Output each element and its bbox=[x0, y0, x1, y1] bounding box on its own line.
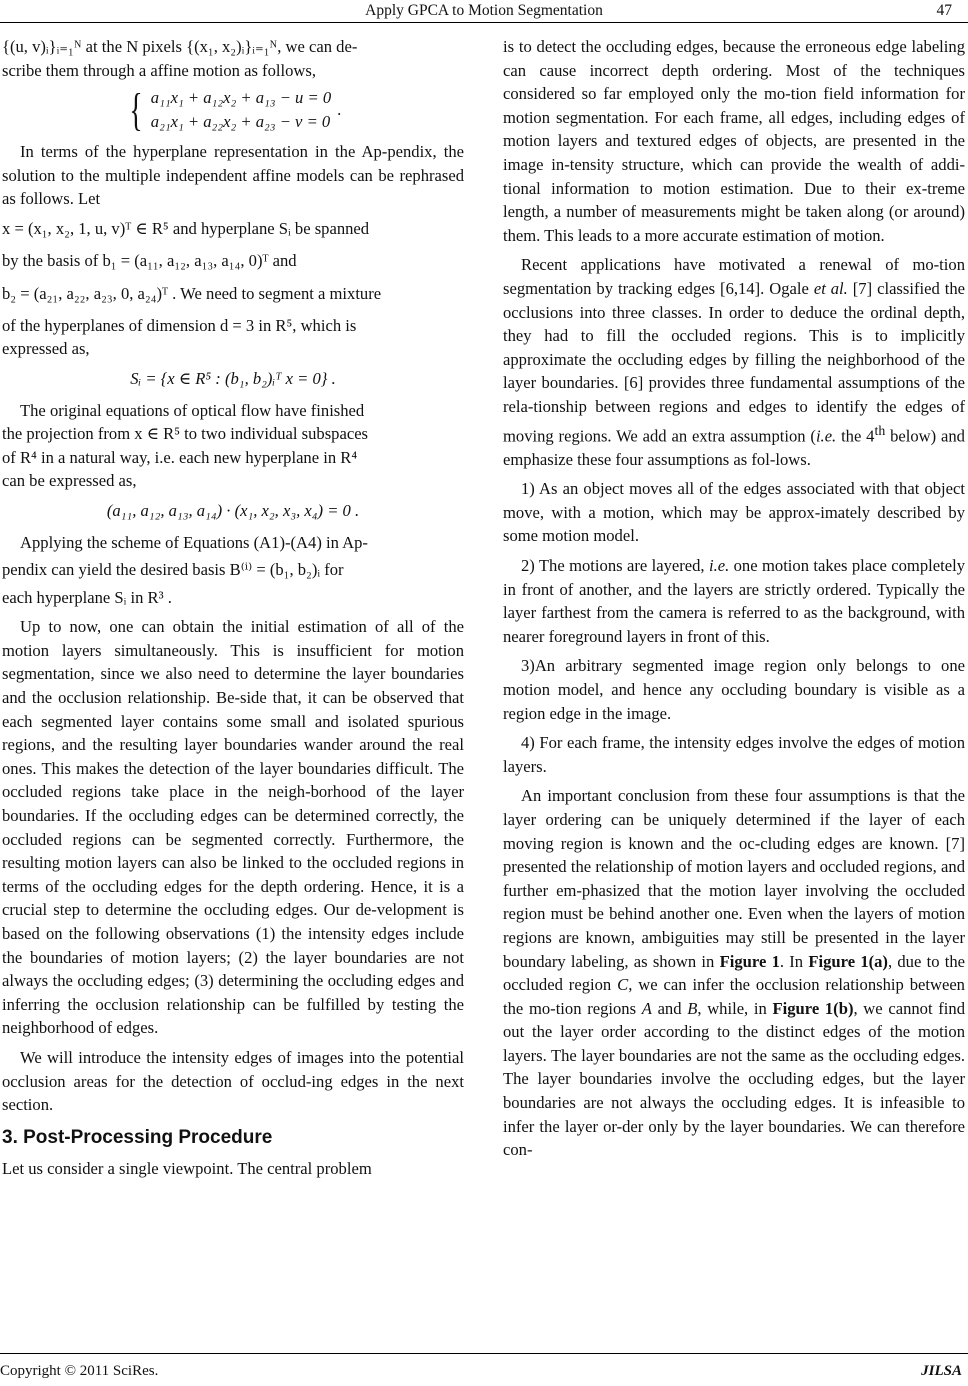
text-run: [7] classified the occlusions into three classes. In order to deduce the ordinal depth, they had to fill the occluded regions. This is to implicitly approximate the occluding edges by filling the neighborhood of the layer boundaries. [6] provides three fundamental assumptions of the rela-tionship between regions and edges to identify the edges of moving regions. We add an extra assumption ( bbox=[503, 278, 965, 446]
page-footer bbox=[0, 1360, 968, 1382]
header-rule bbox=[0, 22, 968, 23]
original-line-1: The original equations of optical flow have finished bbox=[20, 400, 365, 420]
text-run: and bbox=[651, 998, 688, 1018]
original-line-2: the projection from x ∈ R⁵ to two individual subspaces bbox=[2, 424, 369, 444]
right-paragraph-2 bbox=[503, 253, 965, 471]
assumption-4: 4) For each frame, the intensity edges involve the edges of motion layers. bbox=[503, 733, 965, 776]
introduce-paragraph: We will introduce the intensity edges of images into the potential occlusion areas for the detection of occlud-ing edges in the next section. bbox=[2, 1047, 464, 1115]
let-line-3: b₂ = (a₂₁, a₂₂, a₂₃, 0, a₂₄)ᵀ . We need to segment a mixture bbox=[2, 284, 382, 304]
text-run: below) and emphasize these four assumptions as fol-lows. bbox=[503, 426, 965, 469]
hyperplane-paragraph: In terms of the hyperplane representation in the Ap-pendix, the solution to the multiple independent affine models can be rephrased as follows. Let bbox=[2, 142, 464, 209]
hyperplane-set-equation: Sᵢ = {x ∈ R⁵ : (b₁, b₂)ᵢᵀ x = 0} . bbox=[130, 368, 336, 388]
apply-line-3: each hyperplane Sᵢ in R³ . bbox=[2, 587, 172, 607]
ordinal-superscript: th bbox=[874, 422, 886, 438]
let-line-5: expressed as, bbox=[2, 339, 90, 359]
intro-text: scribe them through a affine motion as follows, bbox=[2, 60, 316, 80]
original-line-3: of R⁴ in a natural way, i.e. each new hyperplane in R⁴ bbox=[2, 447, 358, 467]
figure-1-reference: Figure 1 bbox=[719, 951, 780, 971]
apply-line-1: Applying the scheme of Equations (A1)-(A4) in Ap- bbox=[20, 532, 368, 552]
text-run: An important conclusion from these four assumptions is that the layer ordering can be uniquely determined if the layer of each moving region is known and the oc-cluding edges are known. [7] presented the relationship of motion layers and occluded regions, and further em-phasized that the motion layer involving the occluded region must be behind another one. Even when the layers of motion regions are known, ambiguities may still be presented in the layer boundary labeling, as shown in bbox=[503, 786, 965, 971]
assumption-3: 3)An arbitrary segmented image region only belongs to one motion model, and hence any occluding boundary is visible as a region edge in the image. bbox=[503, 656, 965, 723]
copyright-text: Copyright © 2011 SciRes. bbox=[0, 1363, 159, 1379]
text-run: 2) The motions are layered, bbox=[521, 556, 709, 575]
journal-abbreviation: JILSA bbox=[921, 1363, 962, 1379]
equation-row-2: a₂₁x₁ + a₂₂x₂ + a₂₃ − v = 0 bbox=[150, 112, 331, 132]
assumption-2 bbox=[503, 554, 965, 648]
footer-rule bbox=[0, 1353, 968, 1354]
right-column bbox=[503, 35, 965, 1162]
page-number: 47 bbox=[936, 2, 952, 19]
apply-line-2: pendix can yield the desired basis B⁽ⁱ⁾ = (b₁, b₂)ᵢ for bbox=[2, 560, 344, 580]
affine-motion-equations bbox=[2, 84, 464, 136]
running-header bbox=[0, 0, 968, 22]
section-heading: 3. Post-Processing Procedure bbox=[2, 1126, 273, 1148]
intro-math-line: {(u, v)ᵢ}ᵢ₌₁ᴺ at the N pixels {(x₁, x₂)ᵢ}ᵢ₌₁ᴺ, we can de- bbox=[2, 37, 358, 56]
ie-italic: i.e. bbox=[708, 556, 730, 575]
text-run: , due to the occluded region bbox=[503, 951, 966, 995]
up-to-now-paragraph: Up to now, one can obtain the initial estimation of all of the motion layers simultaneously. This is insufficient for motion segmentation, since we also need to determine the layer boundaries and the occlusion relationship. Be-side that, it can be observed that each segmented layer contains some small and isolated spurious regions, and the resulting layer boundaries wander around the real ones. This makes the detection of the layer boundaries difficult. The occluded regions take place in the neigh-borhood of the layer boundaries. If the occluding edges can be determined correctly, the occluded regions can be segmented correctly. Furthermore, the resulting motion layers can also be linked to the occluded regions in terms of the occluding edges for the depth ordering. Hence, it is a crucial step to determine the occluding edges. Our de-velopment is based on the following observations (1) the intensity edges include the boundaries of motion layers; (2) the layer boundaries are not always the occluding edges; (3) determining the occluding edges and inferring the occlusion relationship can be fulfilled by testing the neighborhood of edges. bbox=[2, 617, 464, 1038]
let-line-1: x = (x₁, x₂, 1, u, v)ᵀ ∈ R⁵ and hyperplane Sᵢ be spanned bbox=[2, 218, 370, 238]
text-run: . In bbox=[779, 951, 809, 971]
text-run: , we can infer the occlusion relationship between the mo-tion regions bbox=[503, 975, 965, 1018]
text-run: one motion takes place completely in front of another, and the layers are strictly ordered. Typically the layer farthest from the camera is referred to as the background, with nearer foreground layers in front of this. bbox=[503, 556, 965, 646]
ie-italic: i.e. bbox=[815, 426, 837, 446]
figure-1a-reference: Figure 1(a) bbox=[808, 951, 888, 971]
text-run: the 4 bbox=[836, 426, 875, 446]
left-column bbox=[2, 35, 464, 1180]
region-a-italic: A bbox=[641, 998, 652, 1018]
text-run: , while, in bbox=[697, 998, 773, 1018]
figure-1b-reference: Figure 1(b) bbox=[772, 998, 854, 1018]
let-line-4: of the hyperplanes of dimension d = 3 in R⁵, which is bbox=[2, 315, 357, 335]
region-b-italic: B bbox=[687, 998, 698, 1018]
text-run: , we cannot find out the layer order according to the distinct edges of the motion layers. The layer boundaries are not the same as the occluding edges. The layer boundaries involve the occluding edges, but the layer boundaries are not always the occluding edges. It is infeasible to infer the layer or-der only by the layer boundaries. We can therefore con- bbox=[503, 998, 965, 1160]
equation-period: . bbox=[337, 100, 342, 120]
text-run: Recent applications have motivated a renewal of mo-tion segmentation by tracking edges [6,14]. Ogale bbox=[503, 255, 965, 298]
consider-paragraph: Let us consider a single viewpoint. The central problem bbox=[2, 1158, 372, 1178]
right-paragraph-1: is to detect the occluding edges, because the erroneous edge labeling can cause incorrect depth ordering. Most of the techniques considered so far employed only the mo-tion field information for motion segmentation. For each frame, all edges, including edges of motion layers and textured edges of objects, are presented in the image in-tensity structure, which can provide the wealth of addi-tional information to motion estimation. Due to their ex-treme length, a number of measurements might be taken along (or around) them. This leads to a more accurate estimation of motion. bbox=[503, 37, 965, 245]
region-c-italic: C bbox=[617, 975, 629, 995]
assumption-1: 1) As an object moves all of the edges associated with that object move, with a motion, which may be approx-imately described by some motion model. bbox=[503, 479, 965, 546]
equation-row-1: a₁₁x₁ + a₁₂x₂ + a₁₃ − u = 0 bbox=[150, 88, 332, 108]
running-title: Apply GPCA to Motion Segmentation bbox=[365, 2, 603, 19]
let-line-2: by the basis of b₁ = (a₁₁, a₁₂, a₁₃, a₁₄, 0)ᵀ and bbox=[2, 250, 297, 270]
conclusion-paragraph bbox=[503, 784, 965, 1162]
projection-equation: (a₁₁, a₁₂, a₁₃, a₁₄) · (x₁, x₂, x₃, x₄) = 0 . bbox=[106, 500, 360, 520]
original-line-4: can be expressed as, bbox=[2, 471, 137, 491]
et-al-italic: et al. bbox=[813, 278, 848, 298]
left-brace: { bbox=[129, 84, 143, 136]
